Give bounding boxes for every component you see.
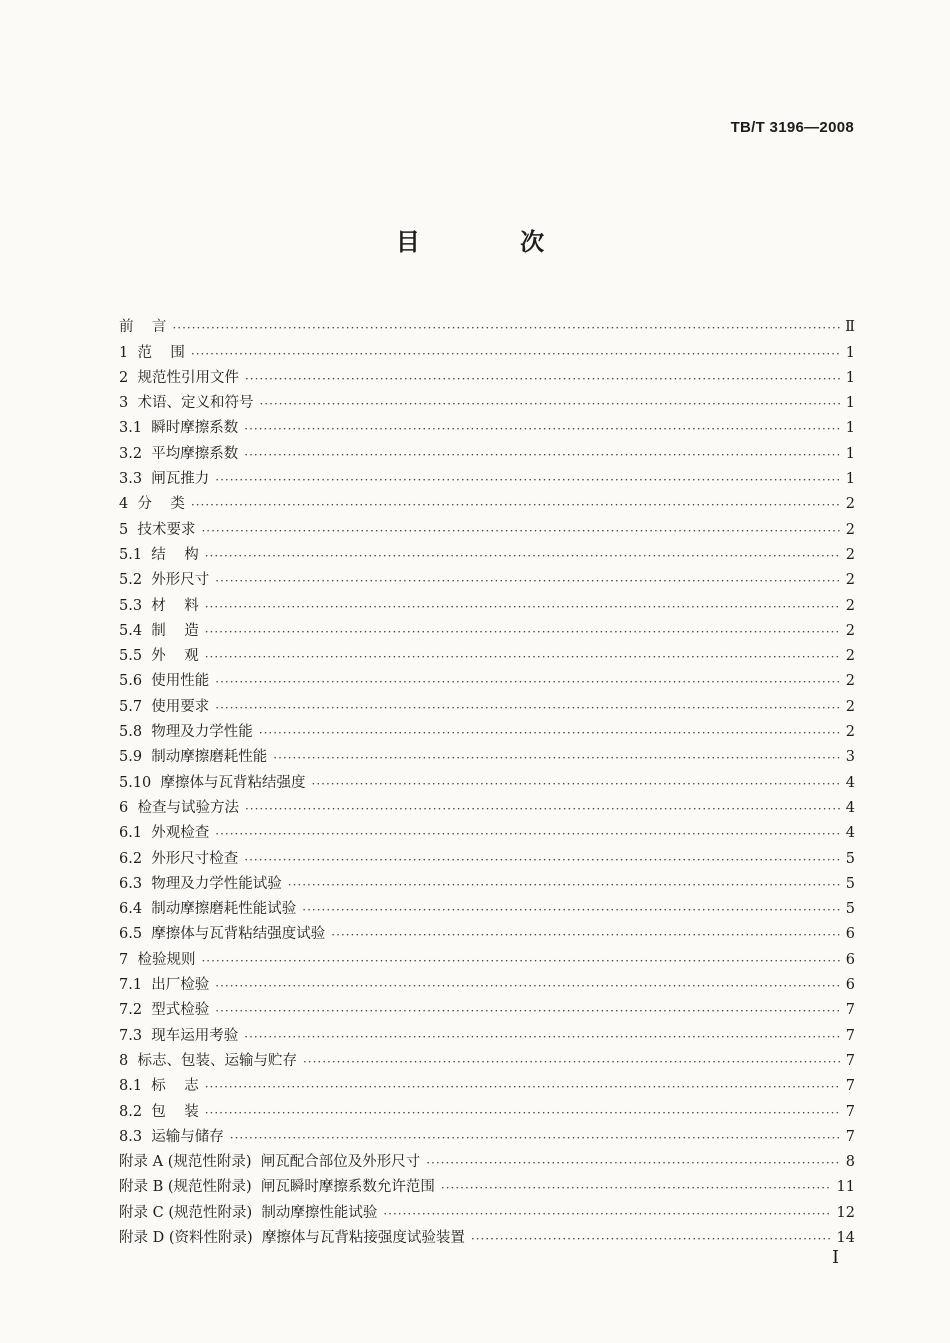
toc-entry[interactable] (119, 843, 855, 868)
toc-entry-number: 5.9 (119, 749, 152, 766)
toc-entry[interactable] (119, 717, 855, 742)
toc-entry-page: 2 (845, 698, 855, 715)
toc-entry-page: 5 (845, 901, 855, 918)
toc-entry-number: 7.2 (119, 1002, 152, 1019)
toc-entry[interactable] (119, 641, 855, 666)
toc-entry[interactable] (119, 944, 855, 969)
toc-entry[interactable] (119, 1122, 855, 1147)
toc-entry-title: 外形尺寸 (151, 572, 210, 589)
dot-leader (215, 471, 840, 489)
dot-leader (205, 648, 841, 666)
toc-entry-page: 7 (845, 1002, 855, 1019)
toc-entry-title: 摩擦体与瓦背粘结强度试验 (151, 926, 326, 943)
dot-leader (273, 749, 840, 767)
toc-entry-page: 11 (836, 1179, 855, 1196)
toc-entry-number: 6 (119, 799, 138, 816)
toc-entry-title: 分 类 (137, 496, 185, 513)
toc-entry[interactable] (119, 312, 855, 337)
toc-entry-title: 标 志 (151, 1078, 199, 1095)
dot-leader (201, 522, 840, 540)
toc-entry-page: 2 (845, 648, 855, 665)
toc-entry[interactable] (119, 1223, 855, 1248)
dot-leader (312, 775, 841, 793)
toc-entry-title: 物理及力学性能试验 (151, 875, 282, 892)
toc-entry-number: 3 (119, 395, 138, 412)
toc-entry[interactable] (119, 1020, 855, 1045)
dot-leader (471, 1230, 832, 1248)
toc-entry-title: 检查与试验方法 (137, 799, 239, 816)
toc-entry-number: 7.1 (119, 977, 152, 994)
toc-entry-page: 1 (845, 471, 855, 488)
toc-entry[interactable] (119, 438, 855, 463)
toc-entry-page: 7 (845, 1052, 855, 1069)
toc-entry-number: 5.2 (119, 572, 152, 589)
toc-entry-title: 使用性能 (151, 673, 210, 690)
toc-entry-title: 使用要求 (151, 698, 210, 715)
toc-entry-number: 1 (119, 344, 138, 361)
toc-entry[interactable] (119, 1096, 855, 1121)
toc-entry-number: 6.5 (119, 926, 152, 943)
toc-entry-page: 7 (845, 1027, 855, 1044)
toc-entry[interactable] (119, 869, 855, 894)
dot-leader (244, 446, 840, 464)
toc-entry-title: 型式检验 (151, 1002, 210, 1019)
toc-entry-page: 1 (845, 420, 855, 437)
toc-entry-number: 5.7 (119, 698, 152, 715)
dot-leader (259, 724, 841, 742)
dot-leader (172, 319, 840, 337)
toc-entry-page: 2 (845, 622, 855, 639)
toc-entry-page: 4 (845, 825, 855, 842)
toc-entry-title: 外 观 (151, 648, 199, 665)
dot-leader (441, 1179, 832, 1197)
toc-entry-page: 8 (845, 1154, 855, 1171)
toc-entry-page: 6 (845, 951, 855, 968)
toc-entry-number: 5.3 (119, 597, 152, 614)
toc-entry[interactable] (119, 363, 855, 388)
toc-entry-page: 6 (845, 926, 855, 943)
dot-leader (191, 345, 841, 363)
dot-leader (215, 699, 840, 717)
toc-entry-page: 2 (845, 724, 855, 741)
toc-entry-page: 2 (845, 521, 855, 538)
toc-entry[interactable] (119, 565, 855, 590)
toc-entry-number: 8.2 (119, 1103, 152, 1120)
toc-entry-number: 8.1 (119, 1078, 152, 1095)
toc-entry-number: 6.2 (119, 850, 152, 867)
toc-entry-title: 前 言 (119, 319, 167, 336)
toc-entry-title: 摩擦体与瓦背粘结强度 (160, 774, 306, 791)
toc-entry-page: 4 (845, 774, 855, 791)
toc-entry-title: 运输与储存 (151, 1128, 224, 1145)
toc-entry[interactable] (119, 413, 855, 438)
toc-entry-title: 包 装 (151, 1103, 199, 1120)
toc-entry-title: 结 构 (151, 546, 199, 563)
toc-entry[interactable] (119, 995, 855, 1020)
toc-entry[interactable] (119, 1147, 855, 1172)
dot-leader (215, 977, 840, 995)
toc-entry-title: 外形尺寸检查 (151, 850, 239, 867)
toc-entry-page: Ⅱ (845, 319, 855, 336)
toc-entry[interactable] (119, 919, 855, 944)
dot-leader (230, 1129, 841, 1147)
toc-entry-page: 1 (845, 369, 855, 386)
toc-entry-number: 3.1 (119, 420, 152, 437)
toc-entry-number: 5.8 (119, 724, 152, 741)
toc-entry[interactable] (119, 793, 855, 818)
toc-entry-title: 附录 D (资料性附录) 摩擦体与瓦背粘接强度试验装置 (119, 1229, 465, 1246)
toc-entry[interactable] (119, 337, 855, 362)
dot-leader (201, 952, 840, 970)
dot-leader (244, 851, 840, 869)
toc-entry[interactable] (119, 1071, 855, 1096)
page-title: 目 次 (395, 228, 591, 256)
toc-entry-page: 7 (845, 1103, 855, 1120)
toc-entry-title: 制 造 (151, 622, 199, 639)
toc-entry-title: 规范性引用文件 (137, 369, 239, 386)
dot-leader (205, 598, 841, 616)
page-number: Ⅰ (832, 1247, 840, 1268)
toc-entry[interactable] (119, 590, 855, 615)
toc-entry[interactable] (119, 1046, 855, 1071)
dot-leader (302, 901, 840, 919)
toc-entry-number: 5.10 (119, 774, 161, 791)
dot-leader (288, 876, 841, 894)
dot-leader (244, 1028, 840, 1046)
toc-entry[interactable] (119, 970, 855, 995)
toc-entry-title: 出厂检验 (151, 977, 210, 994)
toc-entry-title: 物理及力学性能 (151, 724, 253, 741)
toc-entry-page: 2 (845, 572, 855, 589)
dot-leader (205, 1078, 841, 1096)
toc-entry-page: 12 (836, 1204, 855, 1221)
dot-leader (191, 496, 841, 514)
toc-entry-title: 闸瓦推力 (151, 471, 210, 488)
toc-entry-number: 7.3 (119, 1027, 152, 1044)
dot-leader (215, 1002, 840, 1020)
toc-entry[interactable] (119, 691, 855, 716)
dot-leader (383, 1205, 831, 1223)
toc-entry-page: 7 (845, 1128, 855, 1145)
dot-leader (215, 825, 840, 843)
toc-entry-page: 14 (836, 1229, 855, 1246)
toc-entry[interactable] (119, 514, 855, 539)
table-of-contents (119, 312, 855, 1248)
toc-entry-title: 附录 B (规范性附录) 闸瓦瞬时摩擦系数允许范围 (119, 1179, 435, 1196)
dot-leader (205, 623, 841, 641)
toc-entry-title: 附录 C (规范性附录) 制动摩擦性能试验 (119, 1204, 378, 1221)
toc-entry[interactable] (119, 742, 855, 767)
dot-leader (205, 547, 841, 565)
toc-entry-number: 4 (119, 496, 138, 513)
dot-leader (245, 800, 841, 818)
toc-entry[interactable] (119, 388, 855, 413)
toc-entry[interactable] (119, 818, 855, 843)
toc-entry-number: 3.2 (119, 445, 152, 462)
dot-leader (205, 1104, 841, 1122)
dot-leader (259, 395, 840, 413)
toc-entry[interactable] (119, 489, 855, 514)
toc-entry-title: 瞬时摩擦系数 (151, 420, 239, 437)
toc-entry-page: 6 (845, 977, 855, 994)
toc-entry-title: 附录 A (规范性附录) 闸瓦配合部位及外形尺寸 (119, 1154, 421, 1171)
toc-entry-number: 5.5 (119, 648, 152, 665)
toc-entry[interactable] (119, 540, 855, 565)
toc-entry-page: 2 (845, 496, 855, 513)
toc-entry-title: 平均摩擦系数 (151, 445, 239, 462)
toc-entry-page: 2 (845, 546, 855, 563)
toc-entry-page: 2 (845, 673, 855, 690)
dot-leader (426, 1154, 841, 1172)
toc-entry-title: 材 料 (151, 597, 199, 614)
toc-entry-title: 检验规则 (137, 951, 196, 968)
toc-entry-number: 7 (119, 951, 138, 968)
dot-leader (244, 420, 840, 438)
toc-entry-number: 3.3 (119, 471, 152, 488)
toc-entry[interactable] (119, 894, 855, 919)
dot-leader (303, 1053, 841, 1071)
toc-entry-number: 5.4 (119, 622, 152, 639)
toc-entry-number: 5.1 (119, 546, 152, 563)
toc-entry[interactable] (119, 464, 855, 489)
toc-entry-number: 2 (119, 369, 138, 386)
toc-entry-page: 3 (845, 749, 855, 766)
toc-entry-number: 8 (119, 1052, 138, 1069)
toc-entry-title: 范 围 (137, 344, 185, 361)
standard-code: TB/T 3196—2008 (730, 119, 854, 136)
toc-entry-title: 标志、包装、运输与贮存 (137, 1052, 297, 1069)
toc-entry-number: 5.6 (119, 673, 152, 690)
toc-entry-number: 5 (119, 521, 138, 538)
toc-entry[interactable] (119, 1197, 855, 1222)
toc-entry-page: 2 (845, 597, 855, 614)
dot-leader (215, 572, 840, 590)
toc-entry-number: 6.4 (119, 901, 152, 918)
toc-entry-page: 5 (845, 850, 855, 867)
toc-entry-title: 外观检查 (151, 825, 210, 842)
toc-entry-number: 6.1 (119, 825, 152, 842)
toc-entry-title: 制动摩擦磨耗性能试验 (151, 901, 297, 918)
dot-leader (331, 926, 840, 944)
toc-entry-number: 8.3 (119, 1128, 152, 1145)
toc-entry[interactable] (119, 666, 855, 691)
toc-entry-title: 术语、定义和符号 (137, 395, 254, 412)
dot-leader (215, 673, 840, 691)
toc-entry-number: 6.3 (119, 875, 152, 892)
toc-entry-title: 技术要求 (137, 521, 196, 538)
toc-entry-title: 现车运用考验 (151, 1027, 239, 1044)
toc-entry[interactable] (119, 1172, 855, 1197)
toc-entry-page: 1 (845, 395, 855, 412)
toc-entry-title: 制动摩擦磨耗性能 (151, 749, 268, 766)
toc-entry-page: 7 (845, 1078, 855, 1095)
toc-entry-page: 5 (845, 875, 855, 892)
toc-entry-page: 1 (845, 344, 855, 361)
dot-leader (245, 370, 841, 388)
toc-entry[interactable] (119, 616, 855, 641)
toc-entry[interactable] (119, 767, 855, 792)
toc-entry-page: 4 (845, 799, 855, 816)
toc-entry-page: 1 (845, 445, 855, 462)
